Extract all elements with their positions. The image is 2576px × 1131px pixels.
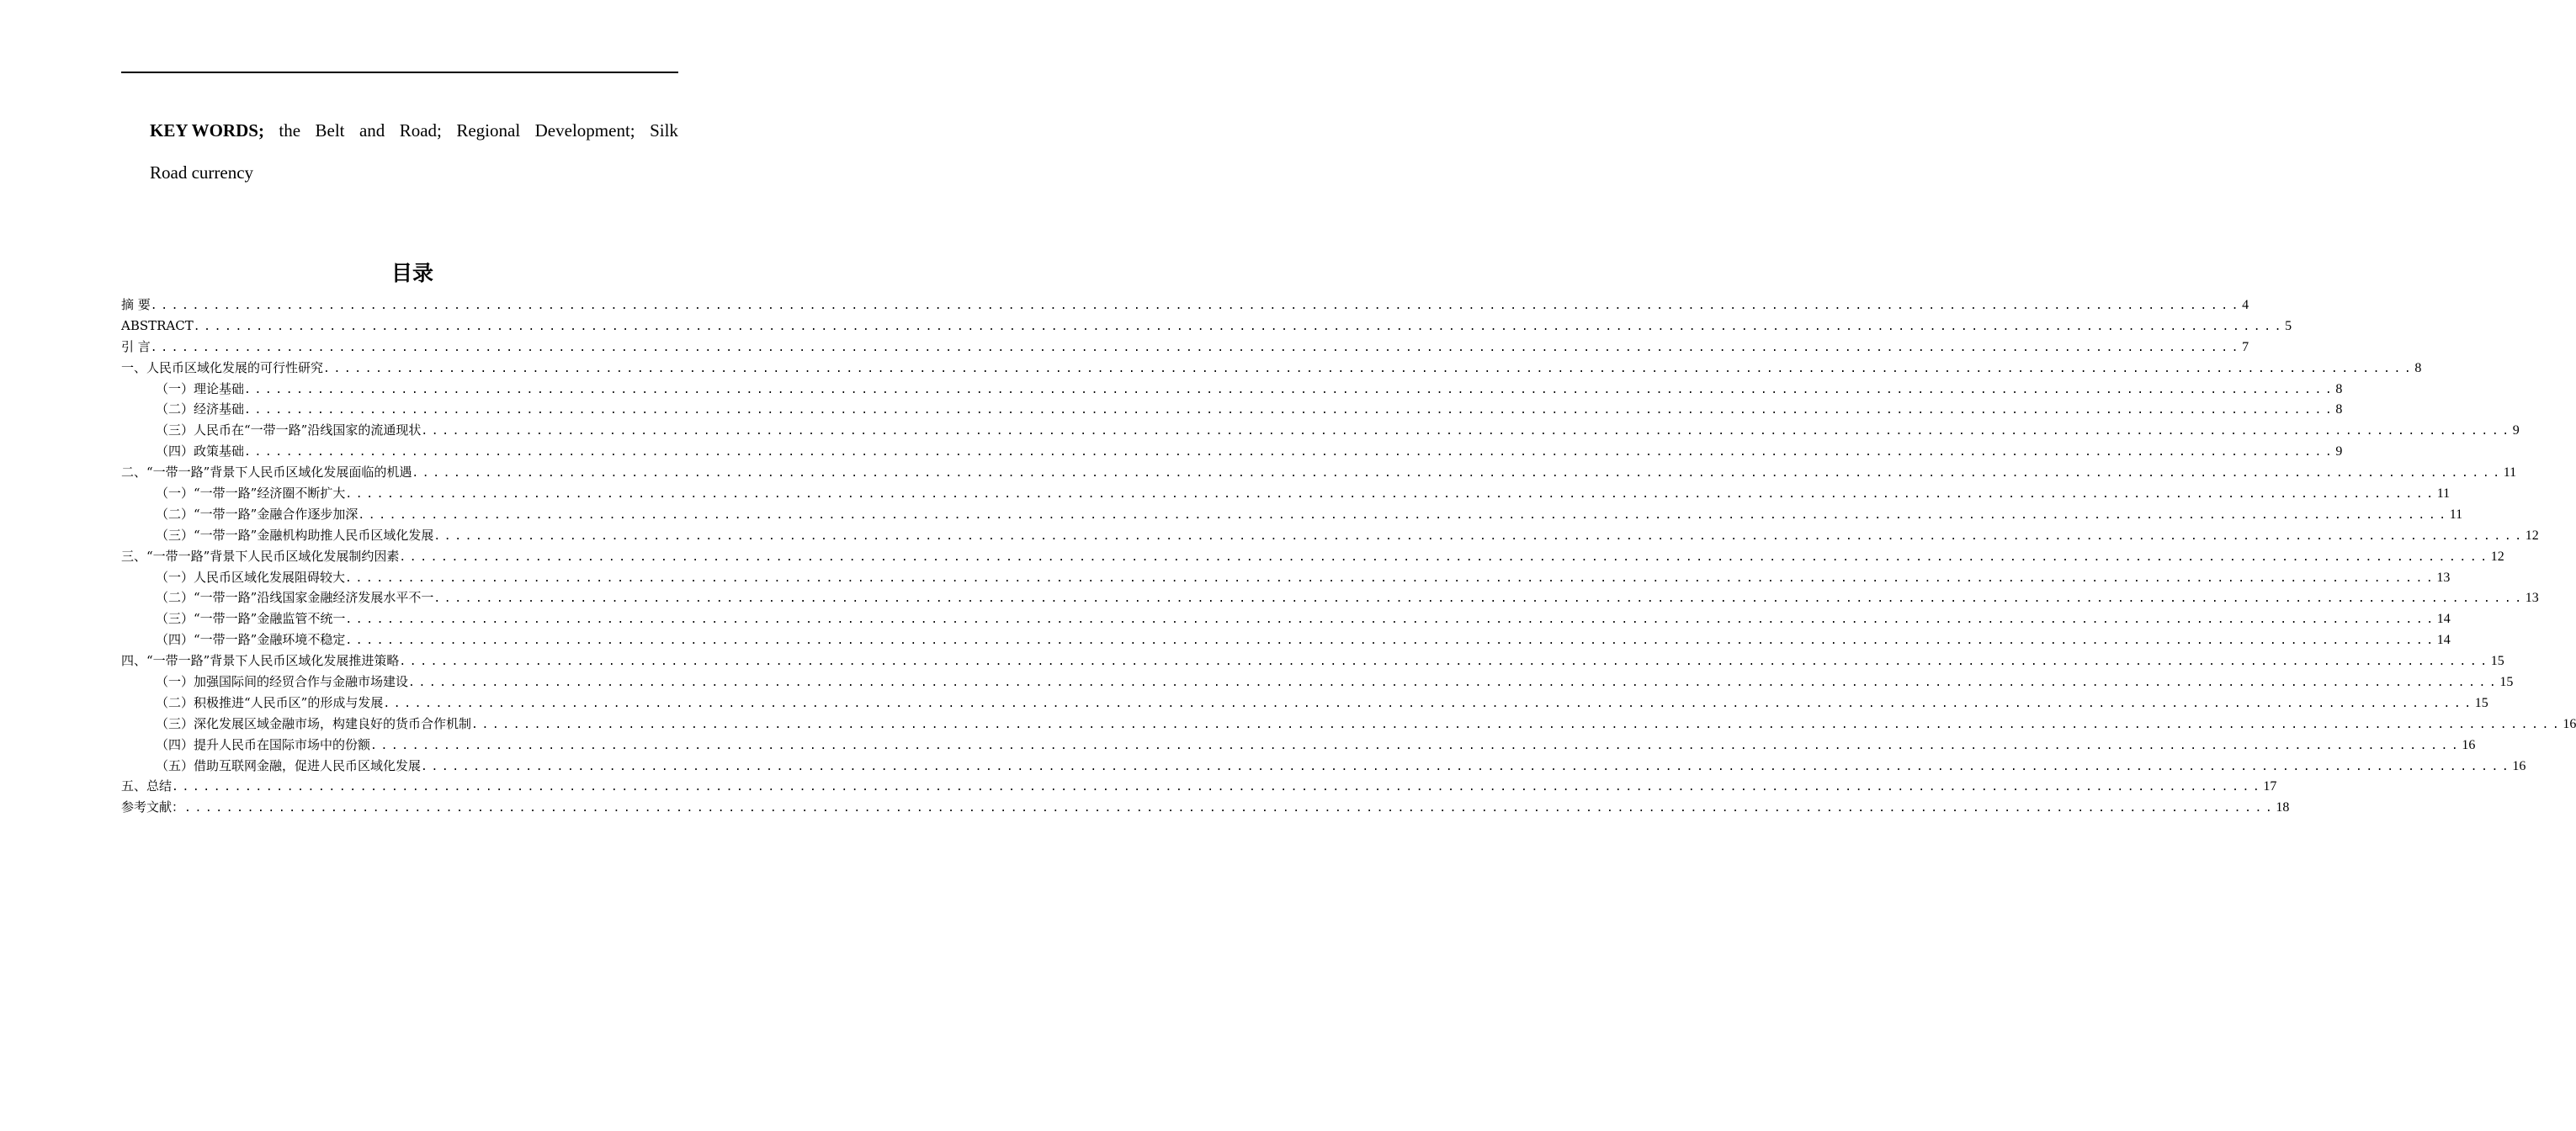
toc-dot-leader: ........................................................................................................................................................................................................ bbox=[421, 760, 2513, 773]
toc-entry[interactable] bbox=[121, 672, 2514, 693]
keywords-paragraph bbox=[150, 109, 678, 194]
toc-dot-leader: ........................................................................................................................................................................................................ bbox=[412, 467, 2504, 481]
toc-dot-leader: ........................................................................................................................................................................................................ bbox=[471, 718, 2563, 731]
keyword-term: Development; bbox=[534, 120, 635, 141]
toc-entry-page: 15 bbox=[2490, 654, 2504, 669]
toc-entry[interactable] bbox=[121, 504, 2463, 525]
toc-entry[interactable] bbox=[121, 776, 2277, 797]
toc-entry-label: 一、人民币区域化发展的可行性研究 bbox=[121, 359, 324, 375]
keyword-term: Belt bbox=[315, 120, 345, 141]
toc-dot-leader: ........................................................................................................................................................................................................ bbox=[399, 550, 2491, 564]
toc-entry-label: （三）人民币在“一带一路”沿线国家的流通现状 bbox=[156, 422, 422, 438]
toc-title: 目录 bbox=[390, 261, 433, 285]
toc-dot-leader: ........................................................................................................................................................................................................ bbox=[184, 802, 2276, 815]
toc-entry-label: （一）人民币区域化发展阻碍较大 bbox=[156, 569, 346, 585]
toc-entry-label: 三、“一带一路”背景下人民币区域化发展制约因素 bbox=[121, 548, 400, 564]
toc-dot-leader: ........................................................................................................................................................................................................ bbox=[358, 508, 2450, 522]
toc-dot-leader: ........................................................................................................................................................................................................ bbox=[408, 677, 2500, 690]
toc-entry-label: （一）理论基础 bbox=[156, 380, 245, 396]
toc-entry-page: 8 bbox=[2414, 360, 2422, 375]
toc-entry-page: 4 bbox=[2242, 298, 2249, 312]
toc-entry-label: （三）深化发展区域金融市场，构建良好的货币合作机制 bbox=[156, 715, 472, 731]
toc-entry[interactable] bbox=[121, 358, 2422, 379]
toc-entry-label: （四）“一带一路”金融环境不稳定 bbox=[156, 632, 346, 648]
toc-entry-label: （二）经济基础 bbox=[156, 401, 245, 417]
toc-dot-leader: ........................................................................................................................................................................................................ bbox=[345, 613, 2437, 627]
keywords-label: KEY WORDS; bbox=[150, 120, 264, 141]
toc-entry[interactable] bbox=[121, 399, 2343, 420]
toc-entry-label: 二、“一带一路”背景下人民币区域化发展面临的机遇 bbox=[121, 465, 412, 481]
keyword-term: and bbox=[359, 120, 385, 141]
toc-entry-label: （二）积极推进“人民币区”的形成与发展 bbox=[156, 694, 384, 710]
toc-entry[interactable] bbox=[121, 379, 2343, 400]
toc-dot-leader: ........................................................................................................................................................................................................ bbox=[370, 739, 2462, 752]
keyword-term: Regional bbox=[456, 120, 521, 141]
toc-dot-leader: ........................................................................................................................................................................................................ bbox=[383, 697, 2475, 710]
toc-entry-page: 18 bbox=[2276, 800, 2290, 815]
toc-entry-label: 五、总结 bbox=[121, 778, 173, 794]
toc-dot-leader: ........................................................................................................................................................................................................ bbox=[150, 341, 2243, 354]
keywords-line-1 bbox=[150, 109, 678, 151]
toc-entry-label: （四）提升人民币在国际市场中的份额 bbox=[156, 736, 371, 752]
toc-entry-page: 12 bbox=[2525, 528, 2539, 543]
toc-entry[interactable] bbox=[121, 295, 2249, 316]
toc-entry[interactable] bbox=[121, 797, 2290, 818]
keyword-term: Road; bbox=[399, 120, 442, 141]
toc-entry-label: （一）“一带一路”经济圈不断扩大 bbox=[156, 486, 346, 502]
toc-entry-label: （二）“一带一路”金融合作逐步加深 bbox=[156, 506, 359, 522]
toc-dot-leader: ........................................................................................................................................................................................................ bbox=[345, 571, 2437, 585]
toc-entry[interactable] bbox=[121, 483, 2451, 504]
toc-entry-page: 11 bbox=[2449, 507, 2463, 522]
toc-entry-page: 13 bbox=[2525, 591, 2539, 606]
toc-dot-leader: ........................................................................................................................................................................................................ bbox=[433, 592, 2526, 606]
toc-dot-leader: ........................................................................................................................................................................................................ bbox=[150, 300, 2243, 312]
toc-entry[interactable] bbox=[121, 546, 2504, 567]
toc-entry-page: 5 bbox=[2285, 318, 2292, 333]
toc-entry-label: （四）政策基础 bbox=[156, 443, 245, 459]
toc-dot-leader: ........................................................................................................................................................................................................ bbox=[399, 656, 2491, 669]
toc-entry-label: （二）“一带一路”沿线国家金融经济发展水平不一 bbox=[156, 590, 434, 606]
toc-entry[interactable] bbox=[121, 525, 2539, 546]
toc-entry-page: 13 bbox=[2436, 570, 2451, 585]
toc-entry[interactable] bbox=[121, 735, 2476, 756]
toc-entry-page: 12 bbox=[2490, 549, 2504, 564]
toc-entry-label: （一）加强国际间的经贸合作与金融市场建设 bbox=[156, 674, 409, 690]
toc-dot-leader: ........................................................................................................................................................................................................ bbox=[345, 488, 2437, 502]
toc-entry[interactable] bbox=[121, 714, 2576, 735]
toc-entry-page: 16 bbox=[2462, 737, 2476, 752]
toc-entry-page: 9 bbox=[2335, 444, 2343, 459]
toc-entry-label: 四、“一带一路”背景下人民币区域化发展推进策略 bbox=[121, 653, 400, 669]
toc-dot-leader: ........................................................................................................................................................................................................ bbox=[421, 425, 2513, 438]
toc-entry-label: （五）借助互联网金融，促进人民币区域化发展 bbox=[156, 757, 422, 773]
toc-entry[interactable] bbox=[121, 420, 2520, 441]
toc-entry-label: （三）“一带一路”金融机构助推人民币区域化发展 bbox=[156, 527, 434, 543]
toc-entry[interactable] bbox=[121, 608, 2451, 629]
toc-entry-page: 8 bbox=[2335, 381, 2343, 396]
toc-entry-label: 引 言 bbox=[121, 338, 151, 354]
toc-dot-leader: ........................................................................................................................................................................................................ bbox=[433, 529, 2526, 543]
toc-entry-page: 11 bbox=[2436, 486, 2451, 502]
toc-entry-page: 8 bbox=[2335, 402, 2343, 417]
toc-entry[interactable] bbox=[121, 337, 2249, 358]
toc-dot-leader: ........................................................................................................................................................................................................ bbox=[244, 383, 2336, 396]
toc-entry[interactable] bbox=[121, 587, 2539, 608]
toc-entry-label: 参考文献： bbox=[121, 799, 185, 815]
toc-entry[interactable] bbox=[121, 462, 2517, 483]
table-of-contents bbox=[121, 295, 2576, 818]
toc-entry[interactable] bbox=[121, 693, 2488, 714]
toc-entry-page: 15 bbox=[2499, 675, 2514, 690]
toc-entry-page: 7 bbox=[2242, 339, 2249, 354]
toc-dot-leader: ........................................................................................................................................................................................................ bbox=[345, 635, 2437, 648]
keyword-term: Silk bbox=[650, 120, 678, 141]
toc-entry-page: 9 bbox=[2512, 423, 2520, 438]
toc-entry[interactable] bbox=[121, 650, 2504, 672]
toc-entry-label: （三）“一带一路”金融监管不统一 bbox=[156, 611, 346, 627]
toc-entry-page: 14 bbox=[2436, 633, 2451, 648]
keywords-line-2: Road currency bbox=[150, 162, 254, 183]
toc-entry-page: 14 bbox=[2436, 612, 2451, 627]
toc-entry[interactable] bbox=[121, 756, 2526, 777]
toc-entry[interactable] bbox=[121, 629, 2451, 650]
toc-dot-leader: ........................................................................................................................................................................................................ bbox=[323, 362, 2415, 375]
toc-entry-page: 16 bbox=[2563, 716, 2576, 731]
keyword-term: the bbox=[279, 120, 301, 141]
toc-entry-page: 11 bbox=[2503, 465, 2517, 481]
toc-entry-label: ABSTRACT bbox=[121, 317, 194, 333]
toc-entry-page: 17 bbox=[2263, 779, 2277, 794]
toc-entry-label: 摘 要 bbox=[121, 297, 151, 312]
header-rule bbox=[121, 72, 678, 73]
toc-entry-page: 16 bbox=[2512, 758, 2526, 773]
toc-entry[interactable] bbox=[121, 441, 2343, 462]
toc-entry[interactable] bbox=[121, 316, 2292, 337]
toc-dot-leader: ........................................................................................................................................................................................................ bbox=[244, 446, 2336, 459]
toc-dot-leader: ........................................................................................................................................................................................................ bbox=[172, 781, 2264, 794]
toc-dot-leader: ........................................................................................................................................................................................................ bbox=[193, 320, 2286, 333]
toc-entry-page: 15 bbox=[2474, 695, 2488, 710]
toc-dot-leader: ........................................................................................................................................................................................................ bbox=[244, 404, 2336, 417]
toc-entry[interactable] bbox=[121, 567, 2451, 588]
